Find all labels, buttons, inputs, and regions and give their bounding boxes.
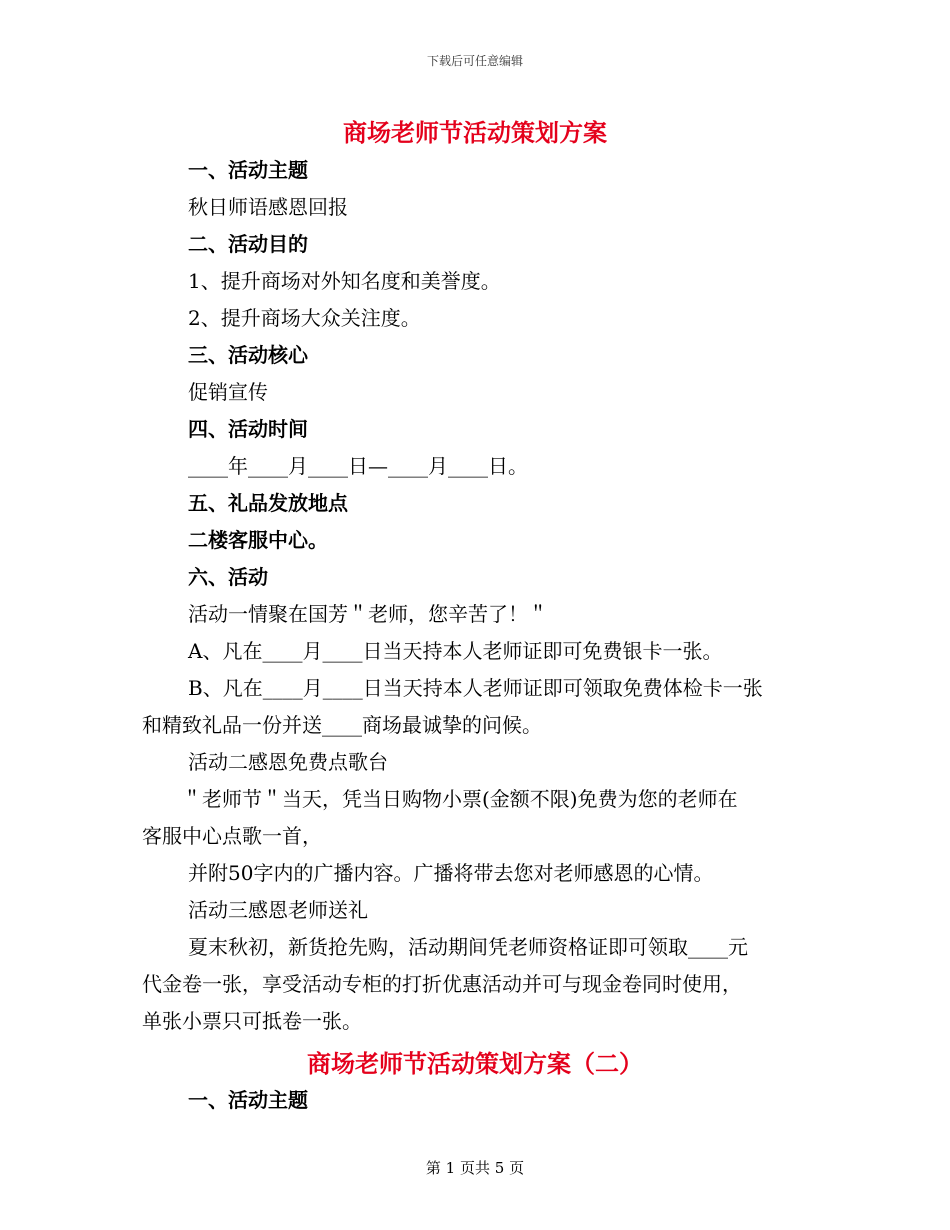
paragraph: 单张小票只可抵卷一张。 xyxy=(142,1009,362,1033)
document-title-2: 商场老师节活动策划方案（二） xyxy=(307,1050,643,1078)
paragraph: 1、提升商场对外知名度和美誉度。 xyxy=(188,269,501,293)
footer-note: 第 1 页共 5 页 xyxy=(425,1159,525,1177)
heading-theme: 一、活动主题 xyxy=(188,158,308,182)
paragraph-location: 二楼客服中心。 xyxy=(188,528,328,552)
paragraph: ____年____月____日—____月____日。 xyxy=(188,454,528,478)
paragraph: 客服中心点歌一首， xyxy=(142,824,322,848)
paragraph: 活动一情聚在国芳＂老师，您辛苦了！＂ xyxy=(188,602,548,626)
heading-theme-2: 一、活动主题 xyxy=(188,1088,308,1112)
heading-activity: 六、活动 xyxy=(188,565,268,589)
paragraph: 夏末秋初，新货抢先购，活动期间凭老师资格证即可领取____元 xyxy=(188,935,748,959)
heading-time: 四、活动时间 xyxy=(188,417,308,441)
heading-location: 五、礼品发放地点 xyxy=(188,491,348,515)
heading-purpose: 二、活动目的 xyxy=(188,232,308,256)
paragraph: B、凡在____月____日当天持本人老师证即可领取免费体检卡一张 xyxy=(188,676,763,700)
paragraph: A、凡在____月____日当天持本人老师证即可免费银卡一张。 xyxy=(188,639,723,663)
document-title: 商场老师节活动策划方案 xyxy=(343,119,607,147)
paragraph: 活动二感恩免费点歌台 xyxy=(188,750,388,774)
paragraph: 促销宣传 xyxy=(188,380,268,404)
paragraph: 和精致礼品一份并送____商场最诚挚的问候。 xyxy=(142,713,542,737)
paragraph: 2、提升商场大众关注度。 xyxy=(188,306,421,330)
paragraph: ＂老师节＂当天，凭当日购物小票(金额不限)免费为您的老师在 xyxy=(182,787,738,811)
paragraph: 代金卷一张，享受活动专柜的打折优惠活动并可与现金卷同时使用， xyxy=(142,972,742,996)
header-note: 下载后可任意编辑 xyxy=(426,54,523,68)
paragraph: 并附50字内的广播内容。广播将带去您对老师感恩的心情。 xyxy=(188,861,714,885)
paragraph: 活动三感恩老师送礼 xyxy=(188,898,368,922)
paragraph: 秋日师语感恩回报 xyxy=(188,195,348,219)
heading-core: 三、活动核心 xyxy=(188,343,308,367)
